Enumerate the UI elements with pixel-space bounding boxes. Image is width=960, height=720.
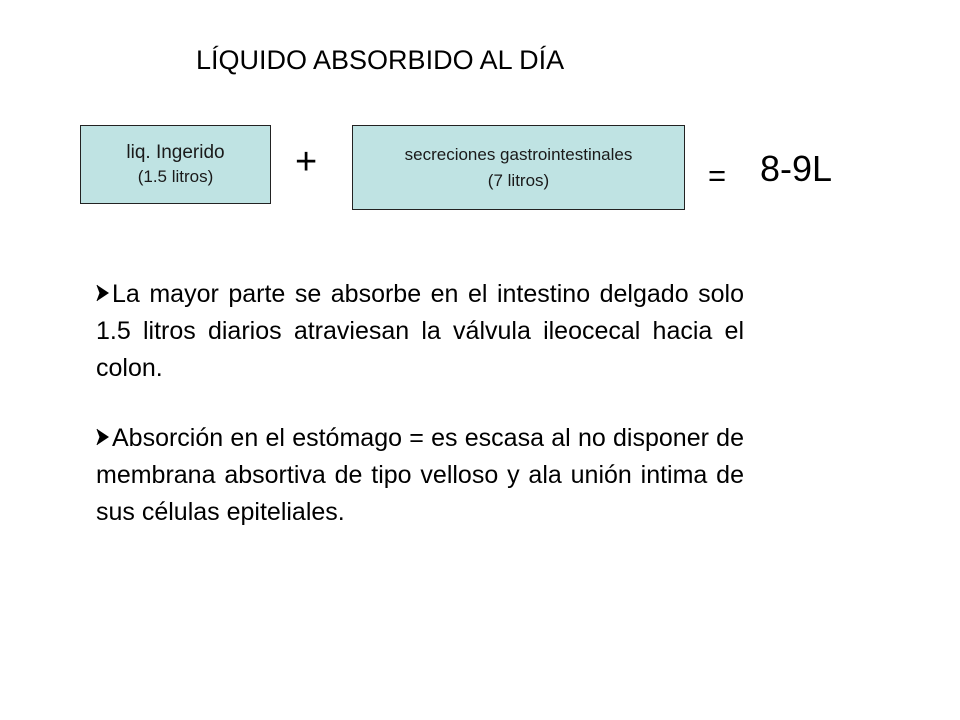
plus-sign: + [295,141,318,183]
gi-secretions-amount: (7 litros) [487,170,550,190]
bullet-text-small-intestine: La mayor parte se absorbe en el intestino delgado solo 1.5 litros diarios atraviesan la válvula ileocecal hacia el colon. [96,280,744,382]
equals-sign: = [708,158,727,193]
ingested-liquid-label: liq. Ingerido [126,142,225,163]
bullet-list [96,276,744,531]
arrow-bullet-icon [96,428,112,446]
total-result: 8-9L [760,148,833,189]
arrow-bullet-icon [96,284,112,302]
slide-title: LÍQUIDO ABSORBIDO AL DÍA [196,45,565,75]
bullet-item-small-intestine [96,276,744,387]
gi-secretions-label: secreciones gastrointestinales [404,144,633,164]
ingested-liquid-amount: (1.5 litros) [137,167,214,186]
bullet-text-stomach: Absorción en el estómago = es escasa al no disponer de membrana absortiva de tipo velloso y ala unión intima de sus células epiteliales. [96,424,744,526]
ingested-liquid-box [80,125,271,204]
bullet-item-stomach [96,420,744,531]
gi-secretions-box [352,125,685,210]
